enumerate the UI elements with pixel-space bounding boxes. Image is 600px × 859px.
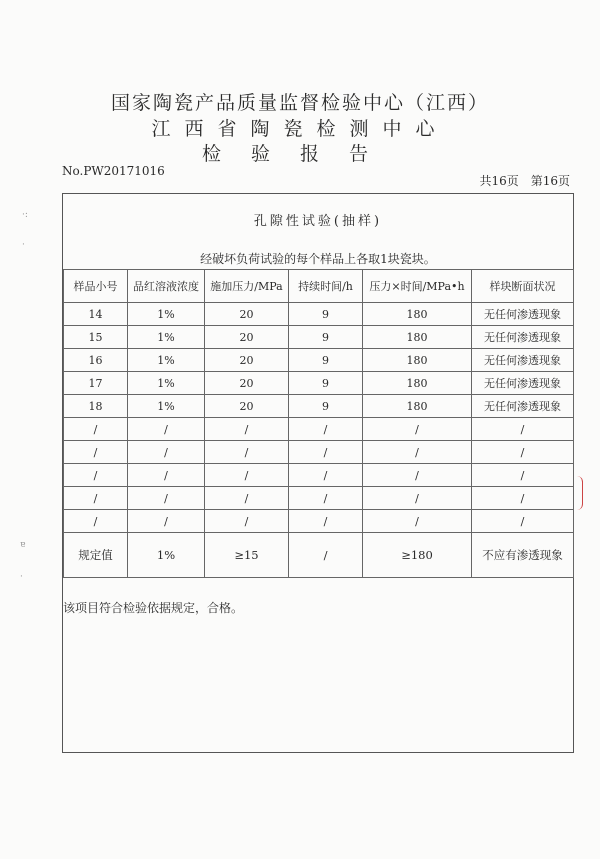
table-cell: / <box>289 487 363 510</box>
table-cell: / <box>289 441 363 464</box>
table-cell: 180 <box>363 349 472 372</box>
table-cell: 180 <box>363 395 472 418</box>
table-cell: 无任何渗透现象 <box>472 349 574 372</box>
report-frame <box>62 193 574 753</box>
column-header: 样品小号 <box>64 270 128 303</box>
table-cell: 1% <box>128 326 205 349</box>
spec-cell: ≥180 <box>363 533 472 578</box>
table-row <box>64 303 574 326</box>
table-row <box>64 395 574 418</box>
margin-mark <box>577 476 583 510</box>
table-cell: 1% <box>128 372 205 395</box>
table-cell: / <box>64 464 128 487</box>
scan-mark: · <box>22 240 25 250</box>
table-cell: / <box>128 418 205 441</box>
table-cell: 9 <box>289 303 363 326</box>
table-cell: / <box>363 418 472 441</box>
table-header-row <box>64 270 574 303</box>
report-header-line3: 检验报告 <box>201 143 398 165</box>
table-cell: / <box>128 464 205 487</box>
table-row <box>64 418 574 441</box>
test-results-table <box>63 269 574 578</box>
table-cell: 16 <box>64 349 128 372</box>
table-cell: 9 <box>289 349 363 372</box>
table-cell: / <box>289 510 363 533</box>
table-cell: / <box>363 464 472 487</box>
table-cell: 9 <box>289 326 363 349</box>
table-cell: 9 <box>289 395 363 418</box>
table-row <box>64 326 574 349</box>
table-row <box>64 510 574 533</box>
conclusion-text: 该项目符合检验依据规定，合格。 <box>63 601 244 615</box>
table-cell: 9 <box>289 372 363 395</box>
column-header: 压力×时间/MPa•h <box>363 270 472 303</box>
table-cell: 20 <box>205 349 289 372</box>
scan-mark: · <box>20 572 23 582</box>
table-cell: / <box>205 510 289 533</box>
table-cell: / <box>472 418 574 441</box>
table-cell: 1% <box>128 349 205 372</box>
spec-row <box>64 533 574 578</box>
scan-mark: ɐ <box>20 540 26 550</box>
table-cell: 18 <box>64 395 128 418</box>
table-cell: / <box>128 510 205 533</box>
table-cell: / <box>128 487 205 510</box>
table-cell: / <box>64 510 128 533</box>
table-row <box>64 372 574 395</box>
table-cell: 15 <box>64 326 128 349</box>
table-cell: 1% <box>128 303 205 326</box>
page-count: 共16页 第16页 <box>479 174 570 188</box>
table-cell: / <box>363 510 472 533</box>
table-cell: / <box>289 418 363 441</box>
report-number: No.PW20171016 <box>62 164 165 178</box>
table-cell: / <box>363 487 472 510</box>
table-cell: / <box>64 487 128 510</box>
spec-cell: 不应有渗透现象 <box>472 533 574 578</box>
table-cell: / <box>472 464 574 487</box>
table-cell: / <box>472 441 574 464</box>
table-cell: / <box>205 418 289 441</box>
table-cell: 17 <box>64 372 128 395</box>
column-header: 持续时间/h <box>289 270 363 303</box>
column-header: 品红溶液浓度 <box>128 270 205 303</box>
spec-cell: ≥15 <box>205 533 289 578</box>
table-cell: / <box>363 441 472 464</box>
scan-mark: ·: <box>22 210 28 220</box>
spec-cell: 规定值 <box>64 533 128 578</box>
table-row <box>64 487 574 510</box>
spec-cell: 1% <box>128 533 205 578</box>
section-subtitle: 经破坏负荷试验的每个样品上各取1块瓷块。 <box>200 252 436 266</box>
spec-cell: / <box>289 533 363 578</box>
table-row <box>64 349 574 372</box>
column-header: 施加压力/MPa <box>205 270 289 303</box>
table-cell: 1% <box>128 395 205 418</box>
table-cell: / <box>205 464 289 487</box>
table-cell: 20 <box>205 395 289 418</box>
table-cell: 20 <box>205 303 289 326</box>
table-cell: 无任何渗透现象 <box>472 395 574 418</box>
section-title: 孔隙性试验(抽样) <box>253 214 383 229</box>
table-cell: 180 <box>363 326 472 349</box>
table-cell: 无任何渗透现象 <box>472 303 574 326</box>
table-cell: / <box>472 510 574 533</box>
column-header: 样块断面状况 <box>472 270 574 303</box>
table-cell: 14 <box>64 303 128 326</box>
table-cell: / <box>64 418 128 441</box>
report-header-line2: 江西省陶瓷检测中心 <box>151 118 449 140</box>
table-row <box>64 441 574 464</box>
table-cell: / <box>128 441 205 464</box>
table-cell: 无任何渗透现象 <box>472 372 574 395</box>
table-cell: 20 <box>205 326 289 349</box>
table-cell: 20 <box>205 372 289 395</box>
table-row <box>64 464 574 487</box>
table-cell: / <box>205 441 289 464</box>
table-cell: / <box>289 464 363 487</box>
table-cell: 无任何渗透现象 <box>472 326 574 349</box>
report-header-line1: 国家陶瓷产品质量监督检验中心（江西） <box>110 92 489 114</box>
table-cell: 180 <box>363 372 472 395</box>
table-cell: / <box>205 487 289 510</box>
table-cell: / <box>64 441 128 464</box>
table-cell: / <box>472 487 574 510</box>
table-cell: 180 <box>363 303 472 326</box>
